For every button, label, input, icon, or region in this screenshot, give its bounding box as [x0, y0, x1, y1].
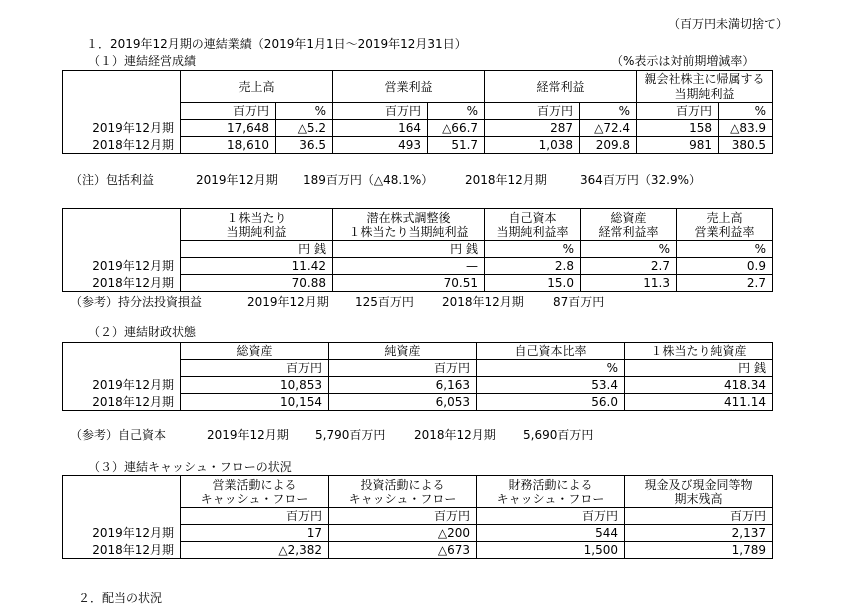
header-line: １株当たり [226, 210, 287, 225]
value-cell: 10,853 [181, 377, 329, 394]
operating-results-title: （１）連結経営成績 [88, 54, 197, 68]
value-cell: 411.14 [625, 394, 773, 411]
equity-method-value-1: 125百万円 [355, 295, 414, 309]
header-line: 潜在株式調整後 [366, 210, 451, 225]
unit-cell: % [477, 360, 625, 377]
unit-cell: 百万円 [485, 103, 580, 120]
unit-cell: 百万円 [625, 508, 773, 525]
header-roa [581, 209, 677, 241]
value-cell: △66.7 [428, 120, 485, 137]
header-equity-ratio: 自己資本比率 [477, 343, 625, 360]
header-line: １株当たり当期純利益 [348, 224, 469, 239]
value-cell: 70.51 [333, 275, 485, 292]
header-line: 当期純利益率 [496, 224, 569, 239]
header-line: 営業利益率 [694, 224, 755, 239]
unit-cell: % [581, 241, 677, 258]
header-total-assets: 総資産 [181, 343, 329, 360]
value-cell: 2,137 [625, 525, 773, 542]
header-line: キャッシュ・フロー [496, 491, 605, 506]
header-line: 経常利益率 [598, 224, 659, 239]
equity-method-period-1: 2019年12月期 [247, 295, 329, 309]
value-cell: 18,610 [181, 137, 276, 154]
value-cell: 380.5 [719, 137, 773, 154]
header-investing-cf [329, 476, 477, 508]
unit-cell: 百万円 [329, 508, 477, 525]
row-label: 2018年12月期 [63, 137, 181, 154]
unit-cell: % [677, 241, 773, 258]
value-cell: △2,382 [181, 542, 329, 559]
unit-cell: 百万円 [181, 508, 329, 525]
corner-cell [63, 209, 181, 241]
equity-capital-label: （参考）自己資本 [70, 428, 167, 442]
unit-row-label [63, 508, 181, 525]
change-rate-note: （%表示は対前期増減率） [611, 54, 755, 68]
corner-cell [63, 343, 181, 360]
value-cell: 36.5 [276, 137, 333, 154]
row-label: 2018年12月期 [63, 542, 181, 559]
value-cell: △83.9 [719, 120, 773, 137]
unit-cell: 円 銭 [181, 241, 333, 258]
header-bps: １株当たり純資産 [625, 343, 773, 360]
unit-cell: 百万円 [181, 103, 276, 120]
header-line: キャッシュ・フロー [200, 491, 309, 506]
unit-cell: 百万円 [329, 360, 477, 377]
header-line: 財務活動による [508, 477, 593, 492]
value-cell: 209.8 [580, 137, 637, 154]
header-sales: 売上高 [181, 71, 333, 103]
value-cell: 17 [181, 525, 329, 542]
operating-results-table [62, 70, 773, 154]
header-net-profit-line2: 当期純利益 [674, 86, 735, 101]
value-cell: 0.9 [677, 258, 773, 275]
value-cell: 418.34 [625, 377, 773, 394]
value-cell: 70.88 [181, 275, 333, 292]
unit-cell: % [719, 103, 773, 120]
header-operating-cf [181, 476, 329, 508]
value-cell: 544 [477, 525, 625, 542]
row-label: 2019年12月期 [63, 120, 181, 137]
unit-note: （百万円未満切捨て） [668, 17, 789, 31]
header-roe [485, 209, 581, 241]
header-line: 期末残高 [674, 491, 723, 506]
unit-cell: 円 銭 [625, 360, 773, 377]
header-line: 現金及び現金同等物 [644, 477, 753, 492]
section-heading-2: ２．配当の状況 [78, 591, 163, 605]
value-cell: 2.8 [485, 258, 581, 275]
value-cell: — [333, 258, 485, 275]
value-cell: 1,038 [485, 137, 580, 154]
value-cell: 1,500 [477, 542, 625, 559]
unit-cell: % [276, 103, 333, 120]
value-cell: 158 [637, 120, 719, 137]
unit-cell: 円 銭 [333, 241, 485, 258]
comprehensive-income-period-1: 2019年12月期 [196, 173, 278, 187]
unit-cell: % [580, 103, 637, 120]
unit-row-label [63, 103, 181, 120]
equity-capital-value-1: 5,790百万円 [315, 428, 386, 442]
header-line: 売上高 [706, 210, 743, 225]
header-net-profit [637, 71, 773, 103]
unit-cell: % [428, 103, 485, 120]
header-line: 自己資本 [508, 210, 557, 225]
value-cell: △673 [329, 542, 477, 559]
section-heading-1: １．2019年12月期の連結業績（2019年1月1日～2019年12月31日） [86, 37, 467, 51]
value-cell: 2.7 [581, 258, 677, 275]
header-line: 投資活動による [360, 477, 445, 492]
corner-cell [63, 476, 181, 508]
value-cell: 493 [333, 137, 428, 154]
row-label: 2019年12月期 [63, 258, 181, 275]
cash-flow-table [62, 475, 773, 559]
comprehensive-income-label: （注）包括利益 [70, 173, 155, 187]
equity-method-period-2: 2018年12月期 [442, 295, 524, 309]
value-cell: 53.4 [477, 377, 625, 394]
header-operating-profit: 営業利益 [333, 71, 485, 103]
row-label: 2019年12月期 [63, 377, 181, 394]
unit-cell: % [485, 241, 581, 258]
value-cell: 6,053 [329, 394, 477, 411]
value-cell: 56.0 [477, 394, 625, 411]
row-label: 2018年12月期 [63, 275, 181, 292]
equity-capital-period-2: 2018年12月期 [414, 428, 496, 442]
equity-method-label: （参考）持分法投資損益 [70, 295, 203, 309]
header-line: 総資産 [610, 210, 647, 225]
comprehensive-income-value-2: 364百万円（32.9%） [580, 173, 702, 187]
header-operating-margin [677, 209, 773, 241]
cash-flow-title: （３）連結キャッシュ・フローの状況 [88, 460, 292, 474]
comprehensive-income-value-1: 189百万円（△48.1%） [303, 173, 434, 187]
value-cell: 6,163 [329, 377, 477, 394]
value-cell: 11.3 [581, 275, 677, 292]
equity-capital-period-1: 2019年12月期 [207, 428, 289, 442]
unit-cell: 百万円 [333, 103, 428, 120]
equity-method-value-2: 87百万円 [553, 295, 605, 309]
value-cell: △72.4 [580, 120, 637, 137]
value-cell: 11.42 [181, 258, 333, 275]
header-net-assets: 純資産 [329, 343, 477, 360]
value-cell: 2.7 [677, 275, 773, 292]
header-line: 営業活動による [212, 477, 297, 492]
value-cell: 15.0 [485, 275, 581, 292]
value-cell: 164 [333, 120, 428, 137]
header-financing-cf [477, 476, 625, 508]
header-line: キャッシュ・フロー [348, 491, 457, 506]
comprehensive-income-period-2: 2018年12月期 [465, 173, 547, 187]
header-net-profit-line1: 親会社株主に帰属する [644, 71, 765, 86]
header-ordinary-profit: 経常利益 [485, 71, 637, 103]
equity-capital-value-2: 5,690百万円 [523, 428, 594, 442]
unit-cell: 百万円 [477, 508, 625, 525]
header-cash-balance [625, 476, 773, 508]
value-cell: 10,154 [181, 394, 329, 411]
header-line: 当期純利益 [226, 224, 287, 239]
row-label: 2019年12月期 [63, 525, 181, 542]
unit-row-label [63, 360, 181, 377]
financial-position-title: （２）連結財政状態 [88, 325, 197, 339]
financial-position-table [62, 342, 773, 411]
header-eps [181, 209, 333, 241]
header-diluted-eps [333, 209, 485, 241]
value-cell: 17,648 [181, 120, 276, 137]
value-cell: 981 [637, 137, 719, 154]
value-cell: △200 [329, 525, 477, 542]
value-cell: 1,789 [625, 542, 773, 559]
corner-cell [63, 71, 181, 103]
per-share-table [62, 208, 773, 292]
value-cell: 287 [485, 120, 580, 137]
row-label: 2018年12月期 [63, 394, 181, 411]
unit-row-label [63, 241, 181, 258]
value-cell: △5.2 [276, 120, 333, 137]
unit-cell: 百万円 [637, 103, 719, 120]
unit-cell: 百万円 [181, 360, 329, 377]
value-cell: 51.7 [428, 137, 485, 154]
